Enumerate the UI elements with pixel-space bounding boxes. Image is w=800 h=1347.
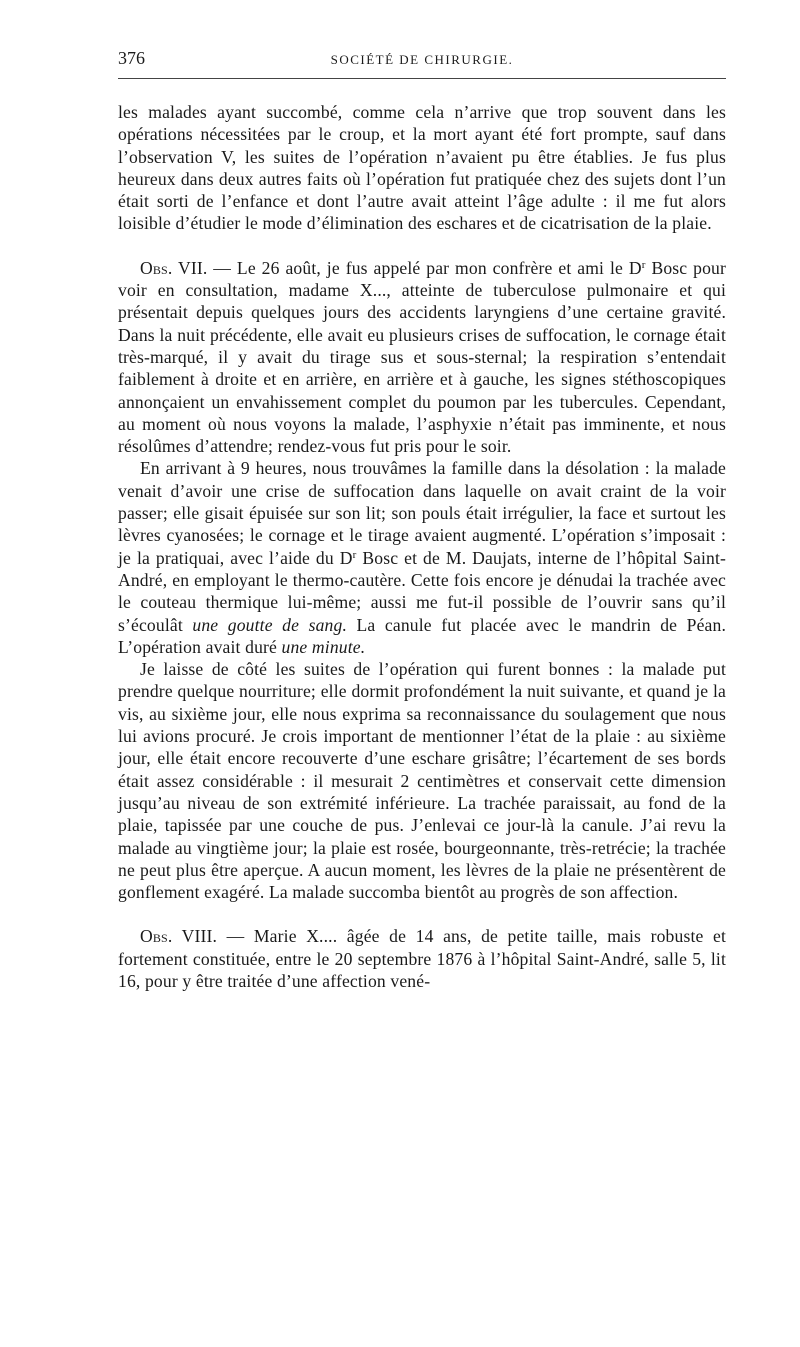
paragraph-text: En arrivant à 9 heures, nous trouvâmes la famille dans la désolation : la malade venait d’avoir une crise de suffocation dans laquelle on avait craint de la voir passer; elle gisait épuisée sur son lit; son pouls était irrégulier, la face et surtout les lèvres cyanosées; le cornage et le tirage avaient augmenté. L’opération s’imposait : je la pratiquai, avec l’aide du D bbox=[118, 458, 726, 568]
observation-viii bbox=[118, 925, 726, 992]
paragraph-continuation: les malades ayant succombé, comme cela n’arrive que trop souvent dans les opérations nécessitées par le croup, et la mort ayant été fort prompte, sauf dans l’observation V, les suites de l’opération n’avaient pu être établies. Je fus plus heureux dans deux autres faits où l’opération fut pratiquée chez des sujets dont l’un était sorti de l’enfance et dont l’autre avait atteint l’âge adulte : il me fut alors loisible d’étudier le mode d’élimination des eschares et de cicatrisation de la plaie. bbox=[118, 102, 726, 234]
page-number: 376 bbox=[118, 48, 145, 68]
superscript: r bbox=[352, 548, 357, 561]
observation-label: Obs. VIII. bbox=[140, 926, 218, 947]
paragraph-text: La canule fut placée avec le mandrin de Péan. L’opération avait duré bbox=[118, 614, 726, 657]
running-title: SOCIÉTÉ DE CHIRURGIE. bbox=[330, 52, 514, 67]
observation-text: — Le 26 août, je fus appelé par mon confrère et ami le D bbox=[207, 257, 642, 278]
observation-label: Obs. VII. bbox=[140, 257, 208, 278]
body-text bbox=[118, 101, 726, 992]
book-page bbox=[118, 40, 726, 992]
observation-text: — Marie X.... âgée de 14 ans, de petite taille, mais robuste et fortement constituée, entre le 20 septembre 1876 à l’hôpital Saint-André, salle 5, lit 16, pour y être traitée d’une affection vené- bbox=[118, 926, 726, 991]
paragraph-text: Bosc et de M. Daujats, interne de l’hôpital Saint-André, en employant le thermo-cautère. Cette fois encore je dénudai la trachée avec le couteau thermique lui-même; aussi me fut-il possible de l’ouvrir sans qu’il s’écoulât bbox=[118, 547, 726, 635]
superscript: r bbox=[641, 258, 646, 271]
italic-phrase: une goutte de sang. bbox=[192, 614, 347, 635]
header-rule bbox=[118, 78, 726, 79]
observation-text: Bosc pour voir en consultation, madame X..., atteinte de tuberculose pulmonaire et qui présentait depuis quelques jours des accidents laryngiens d’une certaine gravité. Dans la nuit précédente, elle avait eu plusieurs crises de suffocation, le cornage était très-marqué, il y avait du tirage sus et sous-sternal; la respiration s’entendait faiblement à droite et en arrière, en arrière et à gauche, les signes stéthoscopiques annonçaient un envahissement complet du poumon par les tubercules. Cependant, au moment où nous voyons la malade, l’asphyxie n’était pas imminente, et nous résolûmes d’attendre; rendez-vous fut pris pour le soir. bbox=[118, 257, 726, 457]
italic-phrase: une minute. bbox=[281, 636, 366, 657]
paragraph-operation bbox=[118, 457, 726, 658]
running-head bbox=[118, 40, 726, 70]
paragraph-followup: Je laisse de côté les suites de l’opération qui furent bonnes : la malade put prendre quelque nourriture; elle dormit profondément la nuit suivante, et quand je la vis, au sixième jour, elle nous exprima sa reconnaissance du soulagement que nous lui avions procuré. Je crois important de mentionner l’état de la plaie : au sixième jour, elle était encore recouverte d’une eschare grisâtre; l’écartement de ses bords était assez considérable : il mesurait 2 centimètres et conservait cette dimension jusqu’au niveau de son extrémité inférieure. La trachée paraissait, au fond de la plaie, tapissée par une couche de pus. J’enlevai ce jour-là la canule. J’ai revu la malade au vingtième jour; la plaie est rosée, bourgeonnante, très-retrécie; la trachée ne peut plus être aperçue. A aucun moment, les lèvres de la plaie ne présentèrent de gonflement exagéré. La malade succomba bientôt au progrès de son affection. bbox=[118, 659, 726, 903]
observation-vii bbox=[118, 257, 726, 458]
